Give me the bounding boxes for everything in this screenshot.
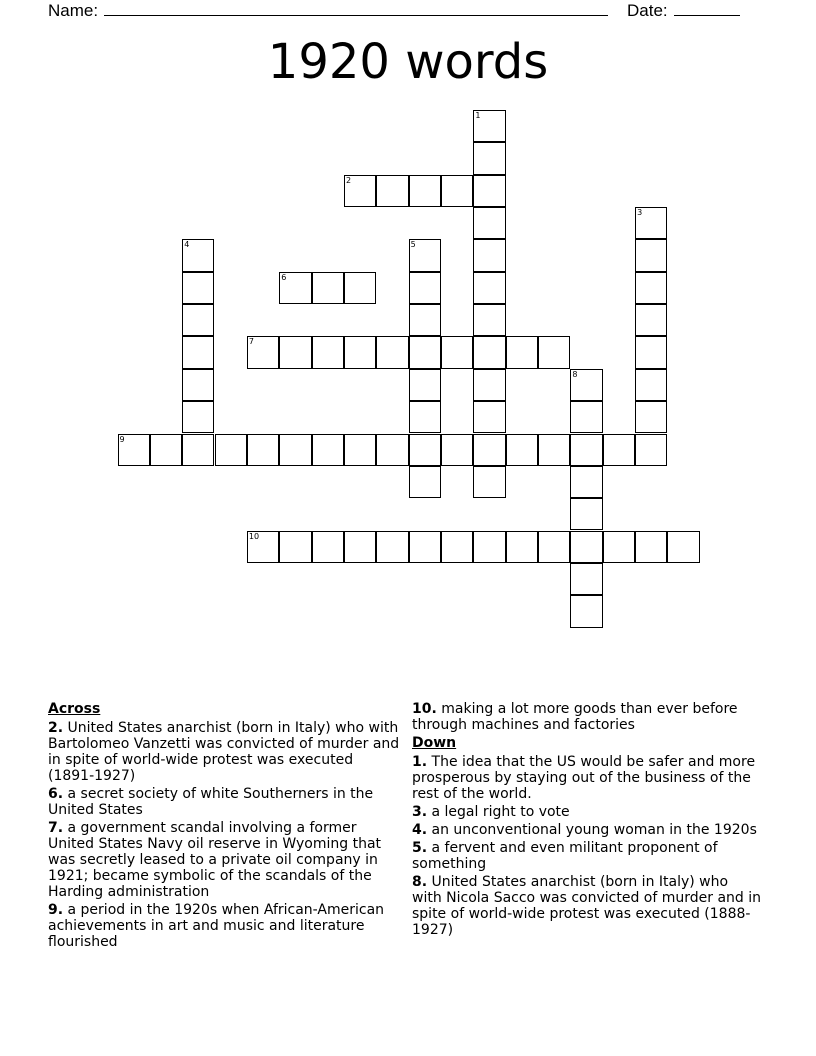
across-clue xyxy=(48,902,400,950)
grid-cell[interactable] xyxy=(409,434,441,466)
grid-cell[interactable] xyxy=(344,531,376,563)
grid-cell[interactable] xyxy=(473,304,505,336)
across-clue xyxy=(48,820,400,900)
down-clue xyxy=(412,804,762,820)
clue-text: United States anarchist (born in Italy) who with Nicola Sacco was convicted of murder and in spite of world-wide protest was executed (1888-1927) xyxy=(412,874,762,938)
clue-number: 5. xyxy=(412,840,428,856)
clue-text: United States anarchist (born in Italy) who with Bartolomeo Vanzetti was convicted of murder and in spite of world-wide protest was executed (1891-1927) xyxy=(48,720,400,784)
clue-number: 10. xyxy=(412,701,437,717)
grid-cell[interactable] xyxy=(570,563,602,595)
grid-cell[interactable] xyxy=(344,175,376,207)
clue-number: 4. xyxy=(412,822,428,838)
clue-column-right xyxy=(412,701,762,940)
grid-cell[interactable] xyxy=(182,239,214,271)
grid-cell[interactable] xyxy=(635,369,667,401)
down-clue xyxy=(412,754,762,802)
down-clue xyxy=(412,874,762,938)
clue-text: a period in the 1920s when African-American achievements in art and music and literature flourished xyxy=(48,902,385,950)
clue-text: a fervent and even militant proponent of something xyxy=(412,840,718,872)
grid-cell[interactable] xyxy=(538,531,570,563)
clue-number: 6. xyxy=(48,786,64,802)
clue-text: a secret society of white Southerners in the United States xyxy=(48,786,374,818)
down-heading: Down xyxy=(412,735,457,751)
clue-text: a legal right to vote xyxy=(431,804,570,820)
across-heading: Across xyxy=(48,701,101,717)
grid-cell[interactable] xyxy=(344,272,376,304)
grid-cell[interactable] xyxy=(473,110,505,142)
grid-cell[interactable] xyxy=(441,336,473,368)
grid-cell[interactable] xyxy=(247,434,279,466)
cell-number: 8 xyxy=(572,369,578,379)
cell-number: 10 xyxy=(248,531,260,541)
grid-cell[interactable] xyxy=(635,272,667,304)
grid-cell[interactable] xyxy=(570,595,602,627)
grid-cell[interactable] xyxy=(473,239,505,271)
grid-cell[interactable] xyxy=(312,531,344,563)
grid-cell[interactable] xyxy=(409,401,441,433)
across-clue xyxy=(48,786,400,818)
grid-cell[interactable] xyxy=(441,531,473,563)
cell-number: 7 xyxy=(248,337,254,347)
grid-cell[interactable] xyxy=(635,401,667,433)
grid-cell[interactable] xyxy=(376,336,408,368)
cell-number: 4 xyxy=(184,240,190,250)
grid-cell[interactable] xyxy=(570,434,602,466)
clue-text: an unconventional young woman in the 1920s xyxy=(431,822,757,838)
grid-cell[interactable] xyxy=(506,531,538,563)
grid-cell[interactable] xyxy=(473,142,505,174)
grid-cell[interactable] xyxy=(441,434,473,466)
grid-cell[interactable] xyxy=(506,336,538,368)
grid-cell[interactable] xyxy=(409,336,441,368)
clue-number: 2. xyxy=(48,720,64,736)
cell-number: 9 xyxy=(119,434,125,444)
grid-cell[interactable] xyxy=(473,531,505,563)
grid-cell[interactable] xyxy=(570,369,602,401)
grid-cell[interactable] xyxy=(635,434,667,466)
down-clue xyxy=(412,822,762,838)
across-clue xyxy=(48,720,400,784)
cell-number: 6 xyxy=(281,272,287,282)
grid-cell[interactable] xyxy=(603,531,635,563)
grid-cell[interactable] xyxy=(409,239,441,271)
grid-cell[interactable] xyxy=(247,336,279,368)
grid-cell[interactable] xyxy=(312,272,344,304)
grid-cell[interactable] xyxy=(279,336,311,368)
grid-cell[interactable] xyxy=(182,304,214,336)
clue-number: 1. xyxy=(412,754,428,770)
grid-cell[interactable] xyxy=(376,434,408,466)
grid-cell[interactable] xyxy=(344,434,376,466)
grid-cell[interactable] xyxy=(409,304,441,336)
grid-cell[interactable] xyxy=(603,434,635,466)
cell-number: 3 xyxy=(637,208,643,218)
grid-cell[interactable] xyxy=(635,336,667,368)
clue-text: The idea that the US would be safer and more prosperous by staying out of the business of the rest of the world. xyxy=(412,754,756,802)
grid-cell[interactable] xyxy=(635,531,667,563)
grid-cell[interactable] xyxy=(409,531,441,563)
grid-cell[interactable] xyxy=(570,401,602,433)
clue-number: 8. xyxy=(412,874,428,890)
grid-cell[interactable] xyxy=(312,336,344,368)
grid-cell[interactable] xyxy=(635,207,667,239)
grid-cell[interactable] xyxy=(312,434,344,466)
cell-number: 2 xyxy=(345,175,352,185)
down-clue xyxy=(412,840,762,872)
grid-cell[interactable] xyxy=(150,434,182,466)
grid-cell[interactable] xyxy=(182,336,214,368)
grid-cell[interactable] xyxy=(473,175,505,207)
grid-cell[interactable] xyxy=(409,369,441,401)
grid-cell[interactable] xyxy=(118,434,150,466)
grid-cell[interactable] xyxy=(635,239,667,271)
grid-cell[interactable] xyxy=(570,531,602,563)
grid-cell[interactable] xyxy=(473,434,505,466)
clue-text: making a lot more goods than ever before through machines and factories xyxy=(412,701,738,733)
grid-cell[interactable] xyxy=(344,336,376,368)
grid-cell[interactable] xyxy=(570,498,602,530)
grid-cell[interactable] xyxy=(473,207,505,239)
grid-cell[interactable] xyxy=(376,175,408,207)
grid-cell[interactable] xyxy=(570,466,602,498)
grid-cell[interactable] xyxy=(538,434,570,466)
grid-cell[interactable] xyxy=(279,531,311,563)
name-label: Name: xyxy=(48,1,99,20)
page-title: 1920 words xyxy=(267,34,549,90)
clue-column-left xyxy=(48,701,400,952)
grid-cell[interactable] xyxy=(409,175,441,207)
grid-cell[interactable] xyxy=(473,369,505,401)
grid-cell[interactable] xyxy=(635,304,667,336)
grid-cell[interactable] xyxy=(182,401,214,433)
grid-cell[interactable] xyxy=(279,434,311,466)
grid-cell[interactable] xyxy=(247,531,279,563)
grid-cell[interactable] xyxy=(215,434,247,466)
grid-cell[interactable] xyxy=(279,272,311,304)
grid-cell[interactable] xyxy=(538,336,570,368)
grid-cell[interactable] xyxy=(441,175,473,207)
grid-cell[interactable] xyxy=(667,531,699,563)
grid-cell[interactable] xyxy=(182,369,214,401)
grid-cell[interactable] xyxy=(376,531,408,563)
grid-cell[interactable] xyxy=(473,272,505,304)
date-label: Date: xyxy=(627,1,668,20)
grid-cell[interactable] xyxy=(409,466,441,498)
clue-text: a government scandal involving a former United States Navy oil reserve in Wyoming that was secretly leased to a private oil company in 1921; became symbolic of the scandals of the Harding administration xyxy=(48,820,382,900)
cell-number: 5 xyxy=(410,240,416,250)
across-clue xyxy=(412,701,762,733)
clue-number: 9. xyxy=(48,902,64,918)
grid-cell[interactable] xyxy=(506,434,538,466)
cell-number: 1 xyxy=(475,111,481,120)
grid-cell[interactable] xyxy=(409,272,441,304)
grid-cell[interactable] xyxy=(182,434,214,466)
grid-cell[interactable] xyxy=(473,336,505,368)
clue-number: 7. xyxy=(48,820,64,836)
grid-cell[interactable] xyxy=(182,272,214,304)
grid-cell[interactable] xyxy=(473,466,505,498)
grid-cell[interactable] xyxy=(473,401,505,433)
clue-number: 3. xyxy=(412,804,428,820)
